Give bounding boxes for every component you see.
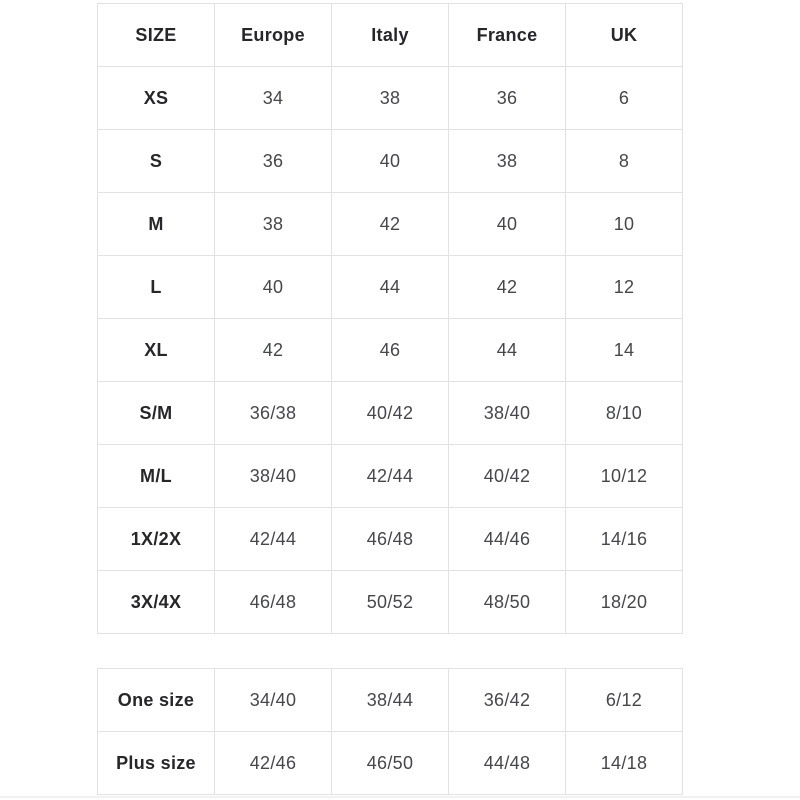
size-value-cell: 40/42: [332, 382, 449, 445]
size-value-cell: 48/50: [449, 571, 566, 634]
size-value-cell: 46/48: [215, 571, 332, 634]
row-label: S: [98, 130, 215, 193]
size-table-header: [98, 4, 683, 67]
special-table-body: [98, 669, 683, 795]
size-value-cell: 40/42: [449, 445, 566, 508]
size-value-cell: 36/38: [215, 382, 332, 445]
size-value-cell: 44: [332, 256, 449, 319]
size-value-cell: 40: [332, 130, 449, 193]
row-label: 1X/2X: [98, 508, 215, 571]
size-value-cell: 42/44: [215, 508, 332, 571]
size-value-cell: 18/20: [566, 571, 683, 634]
size-value-cell: 42/46: [215, 732, 332, 795]
size-value-cell: 38/40: [449, 382, 566, 445]
size-value-cell: 42: [332, 193, 449, 256]
row-label: One size: [98, 669, 215, 732]
size-table-body: [98, 67, 683, 634]
size-value-cell: 8/10: [566, 382, 683, 445]
size-value-cell: 40: [449, 193, 566, 256]
page-bottom-divider: [0, 796, 800, 798]
size-value-cell: 38: [449, 130, 566, 193]
size-value-cell: 34/40: [215, 669, 332, 732]
size-value-cell: 42/44: [332, 445, 449, 508]
size-value-cell: 12: [566, 256, 683, 319]
size-value-cell: 38: [215, 193, 332, 256]
size-value-cell: 6/12: [566, 669, 683, 732]
row-label: Plus size: [98, 732, 215, 795]
table-row: [98, 193, 683, 256]
size-value-cell: 40: [215, 256, 332, 319]
size-value-cell: 6: [566, 67, 683, 130]
table-row: [98, 382, 683, 445]
size-value-cell: 50/52: [332, 571, 449, 634]
special-sizes-table: [97, 668, 683, 795]
size-value-cell: 38/44: [332, 669, 449, 732]
size-value-cell: 14/16: [566, 508, 683, 571]
table-row: [98, 256, 683, 319]
table-row: [98, 669, 683, 732]
size-value-cell: 10/12: [566, 445, 683, 508]
row-label: XS: [98, 67, 215, 130]
row-label: M/L: [98, 445, 215, 508]
size-value-cell: 42: [449, 256, 566, 319]
size-value-cell: 8: [566, 130, 683, 193]
size-conversion-table: [97, 3, 683, 634]
size-value-cell: 46/50: [332, 732, 449, 795]
column-header-europe: Europe: [215, 4, 332, 67]
size-value-cell: 44/48: [449, 732, 566, 795]
size-value-cell: 46: [332, 319, 449, 382]
size-value-cell: 36/42: [449, 669, 566, 732]
table-row: [98, 508, 683, 571]
size-value-cell: 10: [566, 193, 683, 256]
row-label: XL: [98, 319, 215, 382]
size-value-cell: 38: [332, 67, 449, 130]
row-label: L: [98, 256, 215, 319]
table-row: [98, 732, 683, 795]
size-value-cell: 44: [449, 319, 566, 382]
size-value-cell: 36: [215, 130, 332, 193]
row-label: S/M: [98, 382, 215, 445]
size-value-cell: 14/18: [566, 732, 683, 795]
header-row: [98, 4, 683, 67]
column-header-uk: UK: [566, 4, 683, 67]
column-header-france: France: [449, 4, 566, 67]
size-value-cell: 38/40: [215, 445, 332, 508]
size-value-cell: 34: [215, 67, 332, 130]
table-row: [98, 67, 683, 130]
row-label: M: [98, 193, 215, 256]
table-row: [98, 319, 683, 382]
size-value-cell: 36: [449, 67, 566, 130]
table-row: [98, 445, 683, 508]
column-header-italy: Italy: [332, 4, 449, 67]
size-value-cell: 46/48: [332, 508, 449, 571]
row-label: 3X/4X: [98, 571, 215, 634]
table-row: [98, 130, 683, 193]
size-value-cell: 44/46: [449, 508, 566, 571]
table-row: [98, 571, 683, 634]
size-value-cell: 42: [215, 319, 332, 382]
size-value-cell: 14: [566, 319, 683, 382]
column-header-size: SIZE: [98, 4, 215, 67]
